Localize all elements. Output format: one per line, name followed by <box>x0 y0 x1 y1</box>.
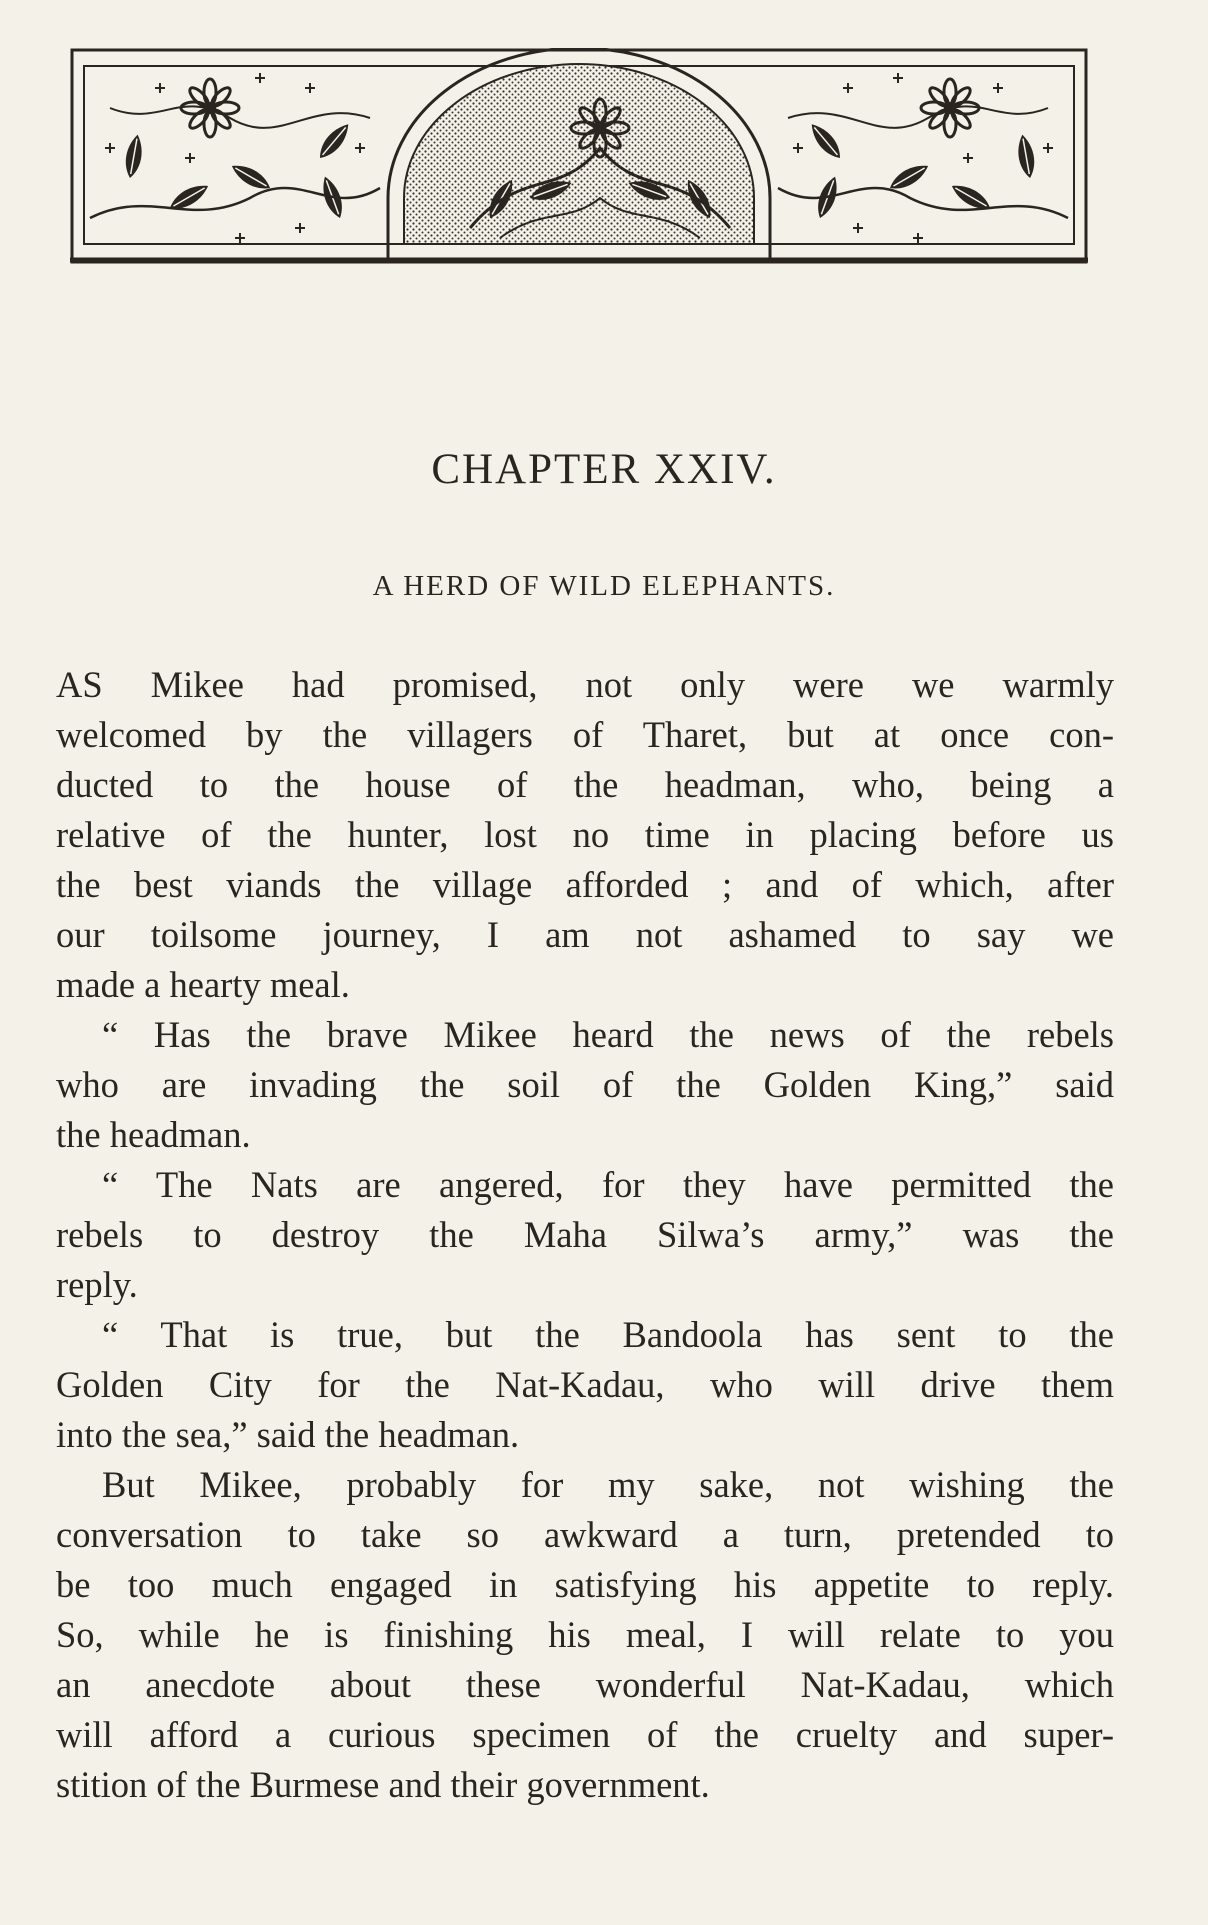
text-line: the best viands the village afforded ; and of which, after <box>56 864 1114 905</box>
text-line: But Mikee, probably for my sake, not wishing the <box>102 1464 1114 1505</box>
text-line: conversation to take so awkward a turn, pretended to <box>56 1514 1114 1555</box>
text-line: “ Has the brave Mikee heard the news of the rebels <box>102 1014 1114 1055</box>
text-line: AS Mikee had promised, not only were we warmly <box>56 664 1114 705</box>
text-line: ducted to the house of the headman, who, being a <box>56 764 1114 805</box>
ornamental-headpiece <box>70 48 1088 268</box>
text-line: Golden City for the Nat-Kadau, who will drive them <box>56 1364 1114 1405</box>
text-line: relative of the hunter, lost no time in placing before us <box>56 814 1114 855</box>
text-line: who are invading the soil of the Golden King,” said <box>56 1064 1114 1105</box>
text-line: be too much engaged in satisfying his appetite to reply. <box>56 1564 1114 1605</box>
chapter-subtitle: A HERD OF WILD ELEPHANTS. <box>372 570 836 602</box>
text-line: “ That is true, but the Bandoola has sent to the <box>102 1314 1114 1355</box>
text-line: rebels to destroy the Maha Silwa’s army,” was the <box>56 1214 1114 1255</box>
text-line: the headman. <box>56 1114 251 1155</box>
text-line: stition of the Burmese and their government. <box>56 1764 710 1805</box>
text-line: will afford a curious specimen of the cruelty and super- <box>56 1714 1114 1755</box>
text-line: welcomed by the villagers of Tharet, but at once con- <box>56 714 1114 755</box>
text-line: So, while he is finishing his meal, I will relate to you <box>56 1614 1114 1655</box>
text-line: our toilsome journey, I am not ashamed to say we <box>56 914 1114 955</box>
text-line: an anecdote about these wonderful Nat-Kadau, which <box>56 1664 1114 1705</box>
text-line: made a hearty meal. <box>56 964 350 1005</box>
text-line: into the sea,” said the headman. <box>56 1414 520 1455</box>
text-line: reply. <box>56 1264 138 1305</box>
chapter-body <box>56 660 1114 1810</box>
text-line: “ The Nats are angered, for they have permitted the <box>102 1164 1114 1205</box>
chapter-title: CHAPTER XXIV. <box>431 446 777 493</box>
